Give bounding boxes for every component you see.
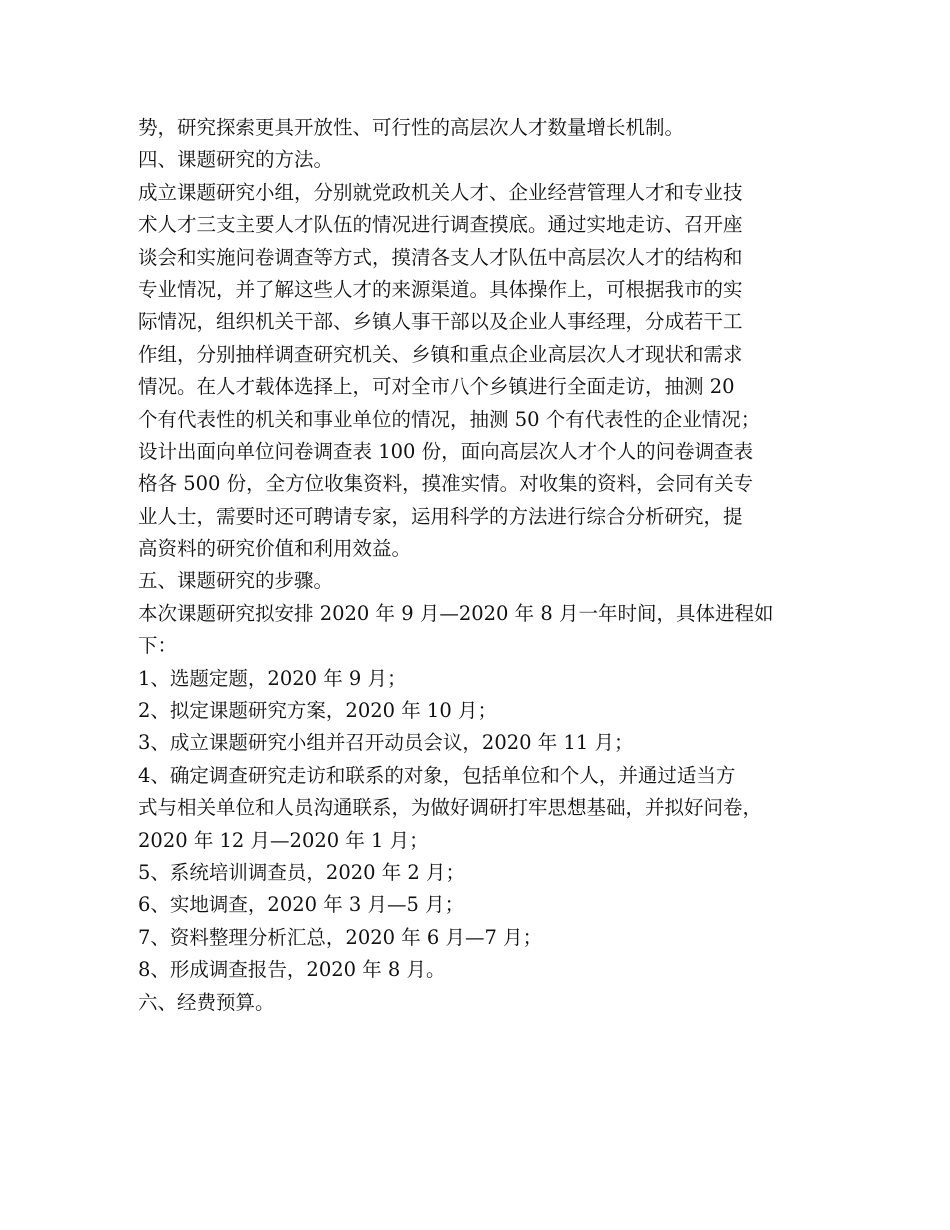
text-line: 高资料的研究价值和利用效益。	[138, 537, 412, 561]
list-item: 2、拟定课题研究方案，2020 年 10 月；	[138, 699, 497, 723]
section-heading: 六、经费预算。	[138, 990, 275, 1014]
text-line: 下：	[138, 634, 178, 658]
list-item: 5、系统培训调查员，2020 年 2 月；	[138, 860, 466, 884]
text-line: 设计出面向单位问卷调查表 100 份，面向高层次人才个人的问卷调查表	[138, 439, 754, 463]
text-line: 情况。在人才载体选择上，可对全市八个乡镇进行全面走访，抽测 20	[138, 375, 735, 399]
list-item: 6、实地调查，2020 年 3 月—5 月；	[138, 893, 465, 917]
list-item: 3、成立课题研究小组并召开动员会议，2020 年 11 月；	[138, 731, 634, 755]
list-item: 式与相关单位和人员沟通联系，为做好调研打牢思想基础，并拟好问卷，	[138, 796, 763, 820]
text-line: 谈会和实施问卷调查等方式，摸清各支人才队伍中高层次人才的结构和	[138, 245, 743, 269]
section-heading: 五、课题研究的步骤。	[138, 569, 334, 593]
list-item: 8、形成调查报告，2020 年 8 月。	[138, 958, 446, 982]
list-item: 7、资料整理分析汇总，2020 年 6 月—7 月；	[138, 925, 543, 949]
list-item: 4、确定调查研究走访和联系的对象，包括单位和个人，并通过适当方	[138, 763, 736, 787]
section-heading: 四、课题研究的方法。	[138, 148, 334, 172]
text-line: 个有代表性的机关和事业单位的情况，抽测 50 个有代表性的企业情况；	[138, 407, 761, 431]
list-item: 1、选题定题，2020 年 9 月；	[138, 666, 407, 690]
text-line: 作组，分别抽样调查研究机关、乡镇和重点企业高层次人才现状和需求	[138, 342, 743, 366]
text-line: 势，研究探索更具开放性、可行性的高层次人才数量增长机制。	[138, 116, 685, 139]
text-line: 际情况，组织机关干部、乡镇人事干部以及企业人事经理，分成若干工	[138, 310, 743, 334]
text-line: 业人士，需要时还可聘请专家，运用科学的方法进行综合分析研究，提	[138, 504, 743, 528]
text-line: 格各 500 份，全方位收集资料，摸准实情。对收集的资料，会同有关专	[138, 472, 754, 496]
text-line: 本次课题研究拟安排 2020 年 9 月—2020 年 8 月一年时间，具体进程如	[138, 601, 774, 625]
text-line: 专业情况，并了解这些人才的来源渠道。具体操作上，可根据我市的实	[138, 277, 743, 301]
list-item: 2020 年 12 月—2020 年 1 月；	[138, 828, 429, 852]
document-body	[138, 112, 818, 1019]
text-line: 成立课题研究小组，分别就党政机关人才、企业经营管理人才和专业技	[138, 180, 743, 204]
text-line: 术人才三支主要人才队伍的情况进行调查摸底。通过实地走访、召开座	[138, 213, 743, 237]
